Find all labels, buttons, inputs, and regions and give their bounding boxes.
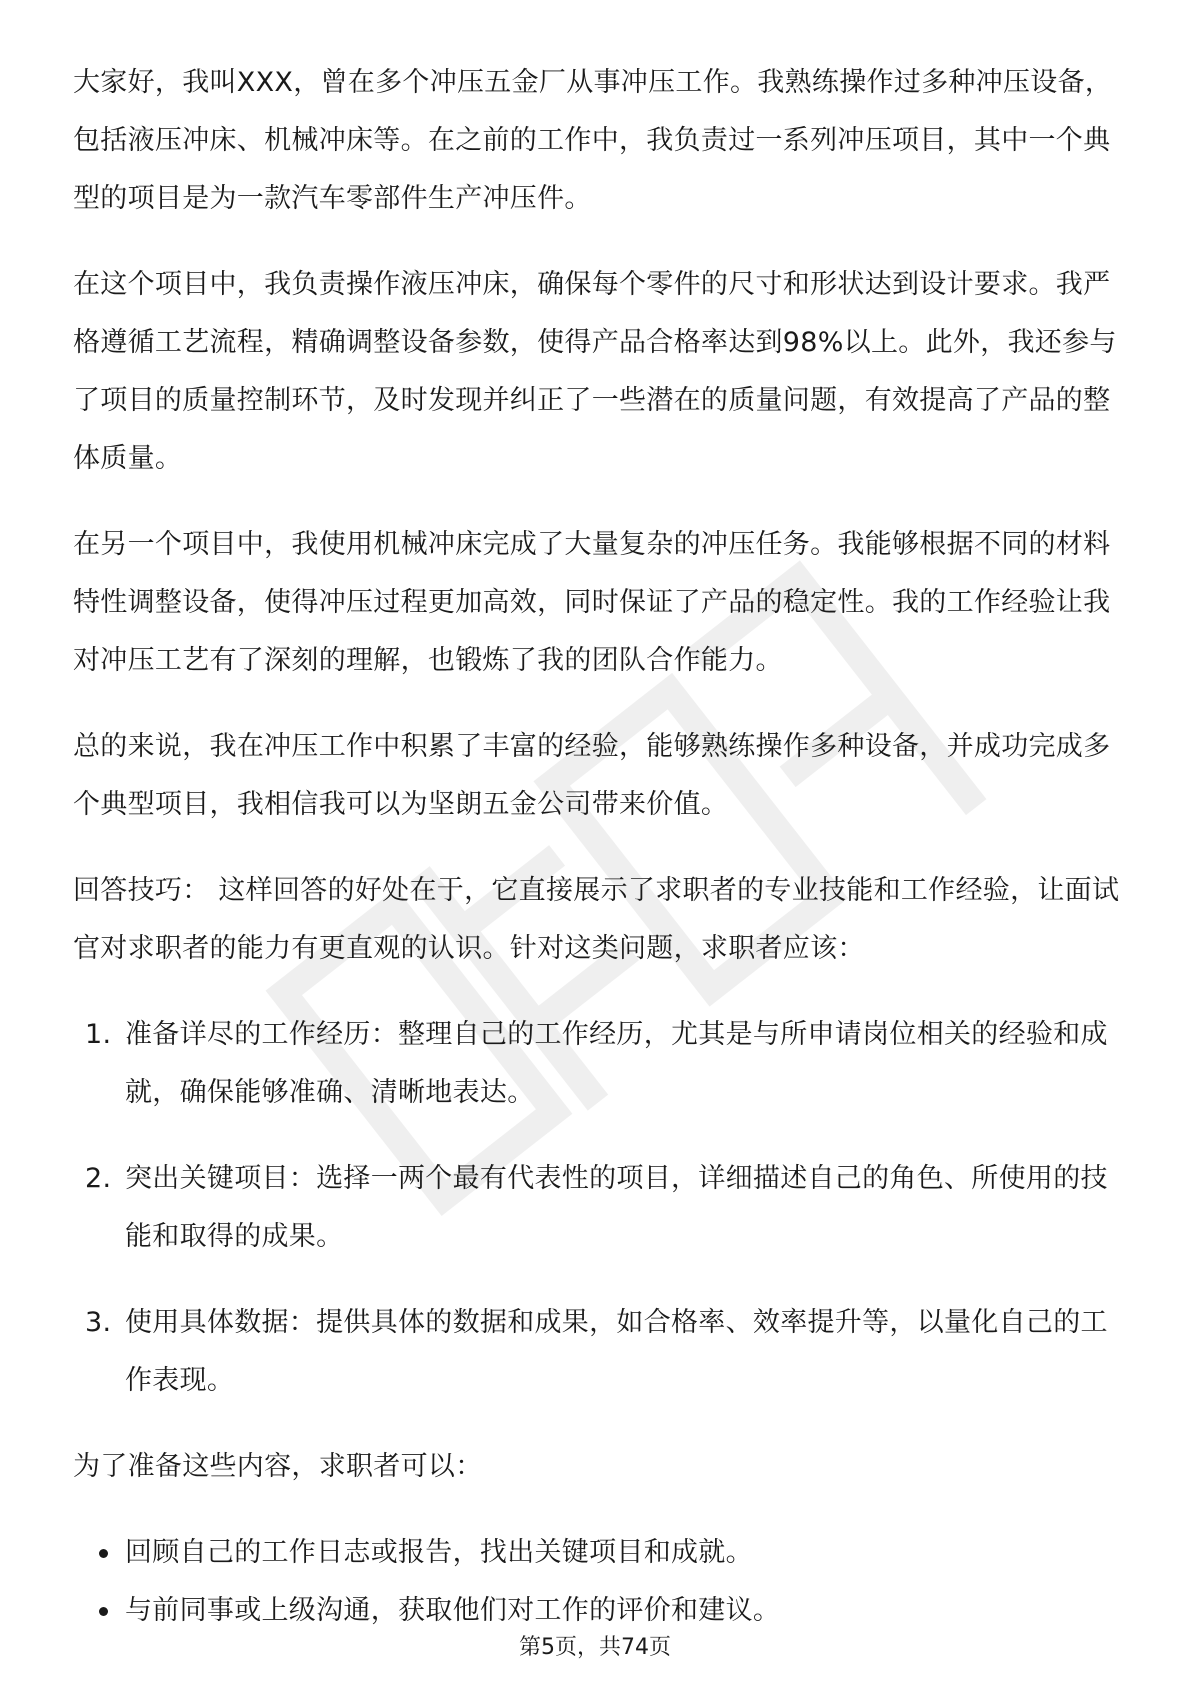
bullet-icon (99, 1607, 108, 1616)
list-number: 2. (85, 1163, 112, 1194)
main-content (73, 54, 1133, 1640)
list-number: 1. (85, 1019, 112, 1050)
project-one-paragraph: 在这个项目中，我负责操作液压冲床，确保每个零件的尺寸和形状达到设计要求。我严格遵循工艺流程，精确调整设备参数，使得产品合格率达到98%以上。此外，我还参与了项目的质量控制环节，及时发现并纠正了一些潜在的质量问题，有效提高了产品的整体质量。 (73, 269, 1117, 474)
list-item-text: 使用具体数据：提供具体的数据和成果，如合格率、效率提升等，以量化自己的工作表现。 (125, 1307, 1108, 1396)
numbered-list (73, 1006, 1133, 1410)
list-number: 3. (85, 1307, 112, 1338)
answer-tips-paragraph: 回答技巧： 这样回答的好处在于，它直接展示了求职者的专业技能和工作经验，让面试官对求职者的能力有更直观的认识。针对这类问题，求职者应该： (73, 875, 1120, 964)
intro-paragraph: 大家好，我叫XXX，曾在多个冲压五金厂从事冲压工作。我熟练操作过多种冲压设备，包括液压冲床、机械冲床等。在之前的工作中，我负责过一系列冲压项目，其中一个典型的项目是为一款汽车零部件生产冲压件。 (73, 67, 1113, 214)
list-item-text: 突出关键项目：选择一两个最有代表性的项目，详细描述自己的角色、所使用的技能和取得的成果。 (125, 1163, 1108, 1252)
page-number: 第5页，共74页 (519, 1635, 671, 1660)
list-item-text: 与前同事或上级沟通，获取他们对工作的评价和建议。 (125, 1595, 781, 1626)
list-item (73, 1006, 1133, 1122)
list-item-text: 准备详尽的工作经历：整理自己的工作经历，尤其是与所申请岗位相关的经验和成就，确保能够准确、清晰地表达。 (125, 1019, 1108, 1108)
bullet-icon (99, 1549, 108, 1558)
list-item (73, 1150, 1133, 1266)
list-item-text: 回顾自己的工作日志或报告，找出关键项目和成就。 (125, 1537, 753, 1568)
prep-intro-paragraph: 为了准备这些内容，求职者可以： (73, 1451, 483, 1482)
list-item (73, 1294, 1133, 1410)
list-item (73, 1524, 1133, 1582)
project-two-paragraph: 在另一个项目中，我使用机械冲床完成了大量复杂的冲压任务。我能够根据不同的材料特性调整设备，使得冲压过程更加高效，同时保证了产品的稳定性。我的工作经验让我对冲压工艺有了深刻的理解，也锻炼了我的团队合作能力。 (73, 529, 1111, 676)
summary-paragraph: 总的来说，我在冲压工作中积累了丰富的经验，能够熟练操作多种设备，并成功完成多个典型项目，我相信我可以为坚朗五金公司带来价值。 (73, 731, 1111, 820)
bullet-list (73, 1524, 1133, 1640)
